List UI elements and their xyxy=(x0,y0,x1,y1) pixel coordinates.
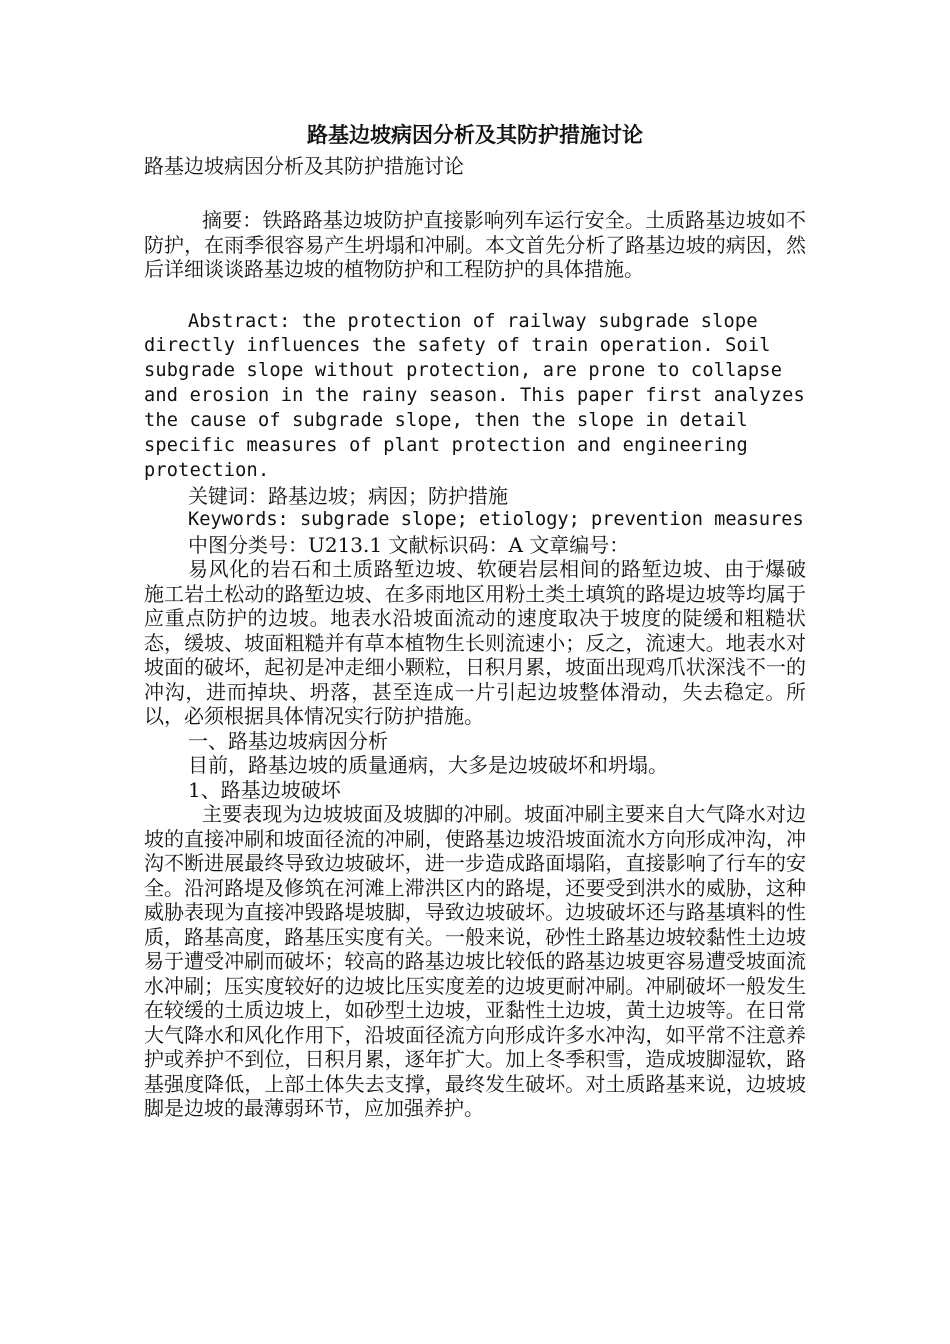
document-subtitle: 路基边坡病因分析及其防护措施讨论 xyxy=(144,154,464,178)
spacer xyxy=(144,180,806,208)
section-1-heading: 一、路基边坡病因分析 xyxy=(188,728,388,753)
document-title: 路基边坡病因分析及其防护措施讨论 xyxy=(307,122,643,147)
abstract-chinese: 摘要：铁路路基边坡防护直接影响列车运行安全。土质路基边坡如不防护，在雨季很容易产生坍塌和冲刷。本文首先分析了路基边坡的病因，然后详细谈谈路基边坡的植物防护和工程防护的具体措施。 xyxy=(144,208,806,281)
classification-line: 中图分类号：U213.1 文献标识码：A 文章编号： xyxy=(188,532,630,557)
intro-paragraph: 易风化的岩石和土质路堑边坡、软硬岩层相间的路堑边坡、由于爆破施工岩土松动的路堑边坡、在多雨地区用粉土类土填筑的路堤边坡等均属于应重点防护的边坡。地表水沿坡面流动的速度取决于坡度的陡缓和粗糙状态，缓坡、坡面粗糙并有草本植物生长则流速小；反之，流速大。地表水对坡面的破坏，起初是冲走细小颗粒，日积月累，坡面出现鸡爪状深浅不一的冲沟，进而掉块、坍落，甚至连成一片引起边坡整体滑动，失去稳定。所以，必须根据具体情况实行防护措施。 xyxy=(144,557,806,729)
subsection-1-heading: 1、路基边坡破坏 xyxy=(188,777,341,802)
subsection-1-body: 主要表现为边坡坡面及坡脚的冲刷。坡面冲刷主要来自大气降水对边坡的直接冲刷和坡面径流的冲刷，使路基边坡沿坡面流水方向形成冲沟，冲沟不断进展最终导致边坡破坏，进一步造成路面塌陷，直接影响了行车的安全。沿河路堤及修筑在河滩上滞洪区内的路堤，还要受到洪水的威胁，这种威胁表现为直接冲毁路堤坡脚，导致边坡破坏。边坡破坏还与路基填料的性质，路基高度，路基压实度有关。一般来说，砂性土路基边坡较黏性土边坡易于遭受冲刷而破坏；较高的路基边坡比较低的路基边坡更容易遭受坡面流水冲刷；压实度较好的边坡比压实度差的边坡更耐冲刷。冲刷破坏一般发生在较缓的土质边坡上，如砂型土边坡，亚黏性土边坡，黄土边坡等。在日常大气降水和风化作用下，沿坡面径流方向形成许多水冲沟，如平常不注意养护或养护不到位，日积月累，逐年扩大。加上冬季积雪，造成坡脚湿软，路基强度降低，上部土体失去支撑，最终发生破坏。对土质路基来说，边坡坡脚是边坡的最薄弱环节，应加强养护。 xyxy=(144,802,806,1121)
keywords-english: Keywords: subgrade slope; etiology; prevention measures xyxy=(188,509,804,531)
section-1-intro: 目前，路基边坡的质量通病，大多是边坡破坏和坍塌。 xyxy=(188,753,668,778)
document-page xyxy=(144,118,806,1121)
keywords-chinese: 关键词：路基边坡；病因；防护措施 xyxy=(188,483,508,508)
abstract-english: Abstract: the protection of railway subgrade slope directly influences the safety of train operation. Soil subgrade slope without protection, are prone to collapse and erosion in the rainy season. This paper first analyzes the cause of subgrade slope, then the slope in detail specific measures of plant protection and engineering protection. xyxy=(144,310,805,481)
spacer xyxy=(144,282,806,310)
